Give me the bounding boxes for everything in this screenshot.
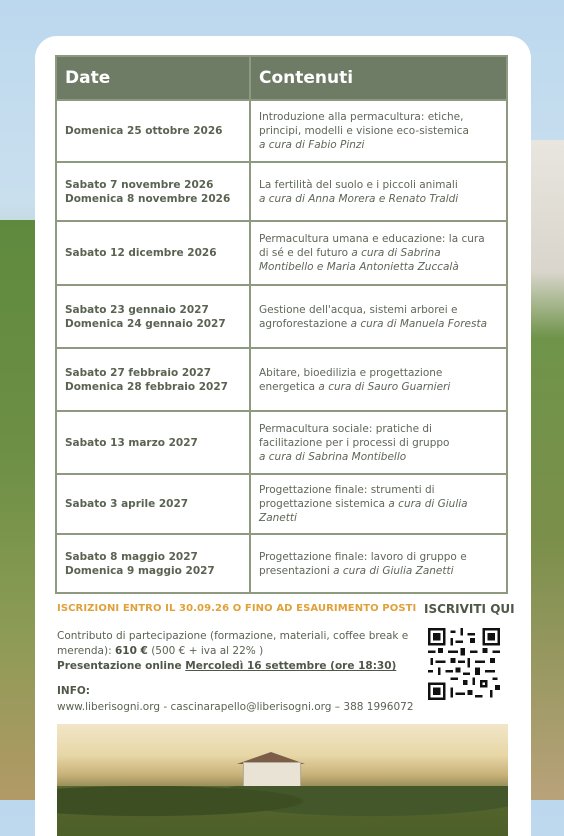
tree-line xyxy=(57,786,508,836)
presentation-label: Presentazione online xyxy=(57,660,186,672)
session-date-line: Sabato 3 aprile 2027 xyxy=(65,498,189,510)
session-content xyxy=(250,411,507,474)
session-content xyxy=(250,285,507,348)
session-topic-tail: di sé e del futuro xyxy=(259,247,352,259)
table-header-row xyxy=(56,56,507,100)
session-date-line: Domenica 25 ottobre 2026 xyxy=(65,125,223,137)
session-topic-line: principi, modelli e visione eco-sistemica xyxy=(259,125,469,137)
subscribe-here-label[interactable]: ISCRIVITI QUI xyxy=(424,602,515,616)
session-speaker: a cura di Anna Morera e Renato Traldi xyxy=(259,192,459,205)
session-topic-line: Gestione dell'acqua, sistemi arborei e xyxy=(259,303,458,316)
fee-detail: (500 € + iva al 22% ) xyxy=(147,645,264,657)
session-date-line: Sabato 7 novembre 2026 xyxy=(65,178,214,191)
session-speaker-line xyxy=(259,450,498,464)
session-speaker: Montibello e Maria Antonietta Zuccalà xyxy=(259,261,459,273)
session-topic-line: Permacultura umana e educazione: la cura xyxy=(259,233,485,245)
session-content xyxy=(250,100,507,162)
session-speaker-line xyxy=(259,380,498,394)
session-date-line: Sabato 8 maggio 2027 xyxy=(65,550,198,563)
session-speaker-line xyxy=(259,192,498,206)
fee-text: Contributo di partecipazione (formazione, materiali, coffee break e merenda): xyxy=(57,630,409,657)
session-date xyxy=(56,474,250,534)
table-row xyxy=(56,100,507,162)
session-speaker: Zanetti xyxy=(259,512,297,524)
flyer-card xyxy=(35,36,531,836)
online-presentation xyxy=(57,660,396,672)
session-topic-tail: agroforestazione xyxy=(259,317,351,330)
session-speaker: a cura di Sauro Guarnieri xyxy=(318,380,451,393)
session-topic-line: Permacultura sociale: pratiche di xyxy=(259,422,432,435)
session-content xyxy=(250,348,507,411)
session-speaker: a cura di Sabrina Montibello xyxy=(259,450,407,463)
table-row xyxy=(56,221,507,285)
session-speaker: a cura di Giulia Zanetti xyxy=(333,564,454,577)
qr-code-icon[interactable] xyxy=(428,628,500,700)
session-speaker-line xyxy=(259,511,498,525)
session-topic-line: Abitare, bioedilizia e progettazione xyxy=(259,366,443,379)
session-date xyxy=(56,534,250,593)
header-content: Contenuti xyxy=(250,56,507,100)
session-topic-tail: progettazione sistemica xyxy=(259,498,389,510)
session-date xyxy=(56,285,250,348)
session-date-line: Domenica 8 novembre 2026 xyxy=(65,192,231,205)
session-topic-line: facilitazione per i processi di gruppo xyxy=(259,436,450,449)
fee-price: 610 € xyxy=(114,645,148,657)
session-date-line: Sabato 13 marzo 2027 xyxy=(65,436,198,449)
session-date-line: Domenica 28 febbraio 2027 xyxy=(65,380,228,393)
table-row xyxy=(56,348,507,411)
session-content xyxy=(250,221,507,285)
table-row xyxy=(56,162,507,221)
session-date-line: Sabato 27 febbraio 2027 xyxy=(65,366,212,379)
table-row xyxy=(56,474,507,534)
info-label: INFO: xyxy=(57,685,90,697)
session-content xyxy=(250,474,507,534)
session-speaker-line xyxy=(259,260,498,274)
table-row xyxy=(56,285,507,348)
schedule-table xyxy=(55,55,508,594)
session-date xyxy=(56,348,250,411)
table-row xyxy=(56,411,507,474)
session-speaker-line xyxy=(259,317,498,331)
session-date xyxy=(56,162,250,221)
contact-info: www.liberisogni.org - cascinarapello@liberisogni.org – 388 1996072 xyxy=(57,701,414,713)
session-content xyxy=(250,162,507,221)
background-photo-left xyxy=(0,220,36,800)
session-date-line: Sabato 23 gennaio 2027 xyxy=(65,303,209,316)
session-date xyxy=(56,411,250,474)
session-date xyxy=(56,100,250,162)
signup-deadline: ISCRIZIONI ENTRO IL 30.09.26 O FINO AD ESAURIMENTO POSTI xyxy=(57,603,417,614)
session-speaker-line xyxy=(259,564,498,578)
session-date-line: Domenica 24 gennaio 2027 xyxy=(65,317,226,330)
session-topic-line: Progettazione finale: lavoro di gruppo e xyxy=(259,550,467,563)
presentation-date[interactable]: Mercoledì 16 settembre (ore 18:30) xyxy=(185,660,397,672)
session-date-line: Domenica 9 maggio 2027 xyxy=(65,564,215,577)
session-topic-line: Progettazione finale: strumenti di xyxy=(259,484,435,496)
session-date-line: Sabato 12 dicembre 2026 xyxy=(65,247,217,259)
session-speaker: a cura di Manuela Foresta xyxy=(350,317,488,330)
header-date: Date xyxy=(56,56,250,100)
session-speaker: a cura di Fabio Pinzi xyxy=(259,139,365,151)
background-photo-right xyxy=(530,140,564,800)
table-row xyxy=(56,534,507,593)
session-topic-tail: energetica xyxy=(259,380,319,393)
session-topic-line: Introduzione alla permacultura: etiche, xyxy=(259,111,464,123)
session-topic-tail: presentazioni xyxy=(259,564,334,577)
session-speaker: a cura di Sabrina xyxy=(351,247,441,259)
farm-landscape-photo xyxy=(57,724,508,836)
participation-fee xyxy=(57,629,417,659)
session-date xyxy=(56,221,250,285)
session-speaker-line xyxy=(259,246,498,260)
session-speaker-line xyxy=(259,138,498,152)
session-speaker-line xyxy=(259,497,498,511)
session-topic-line: La fertilità del suolo e i piccoli animali xyxy=(259,178,458,191)
session-speaker: a cura di Giulia xyxy=(388,498,468,510)
session-content xyxy=(250,534,507,593)
